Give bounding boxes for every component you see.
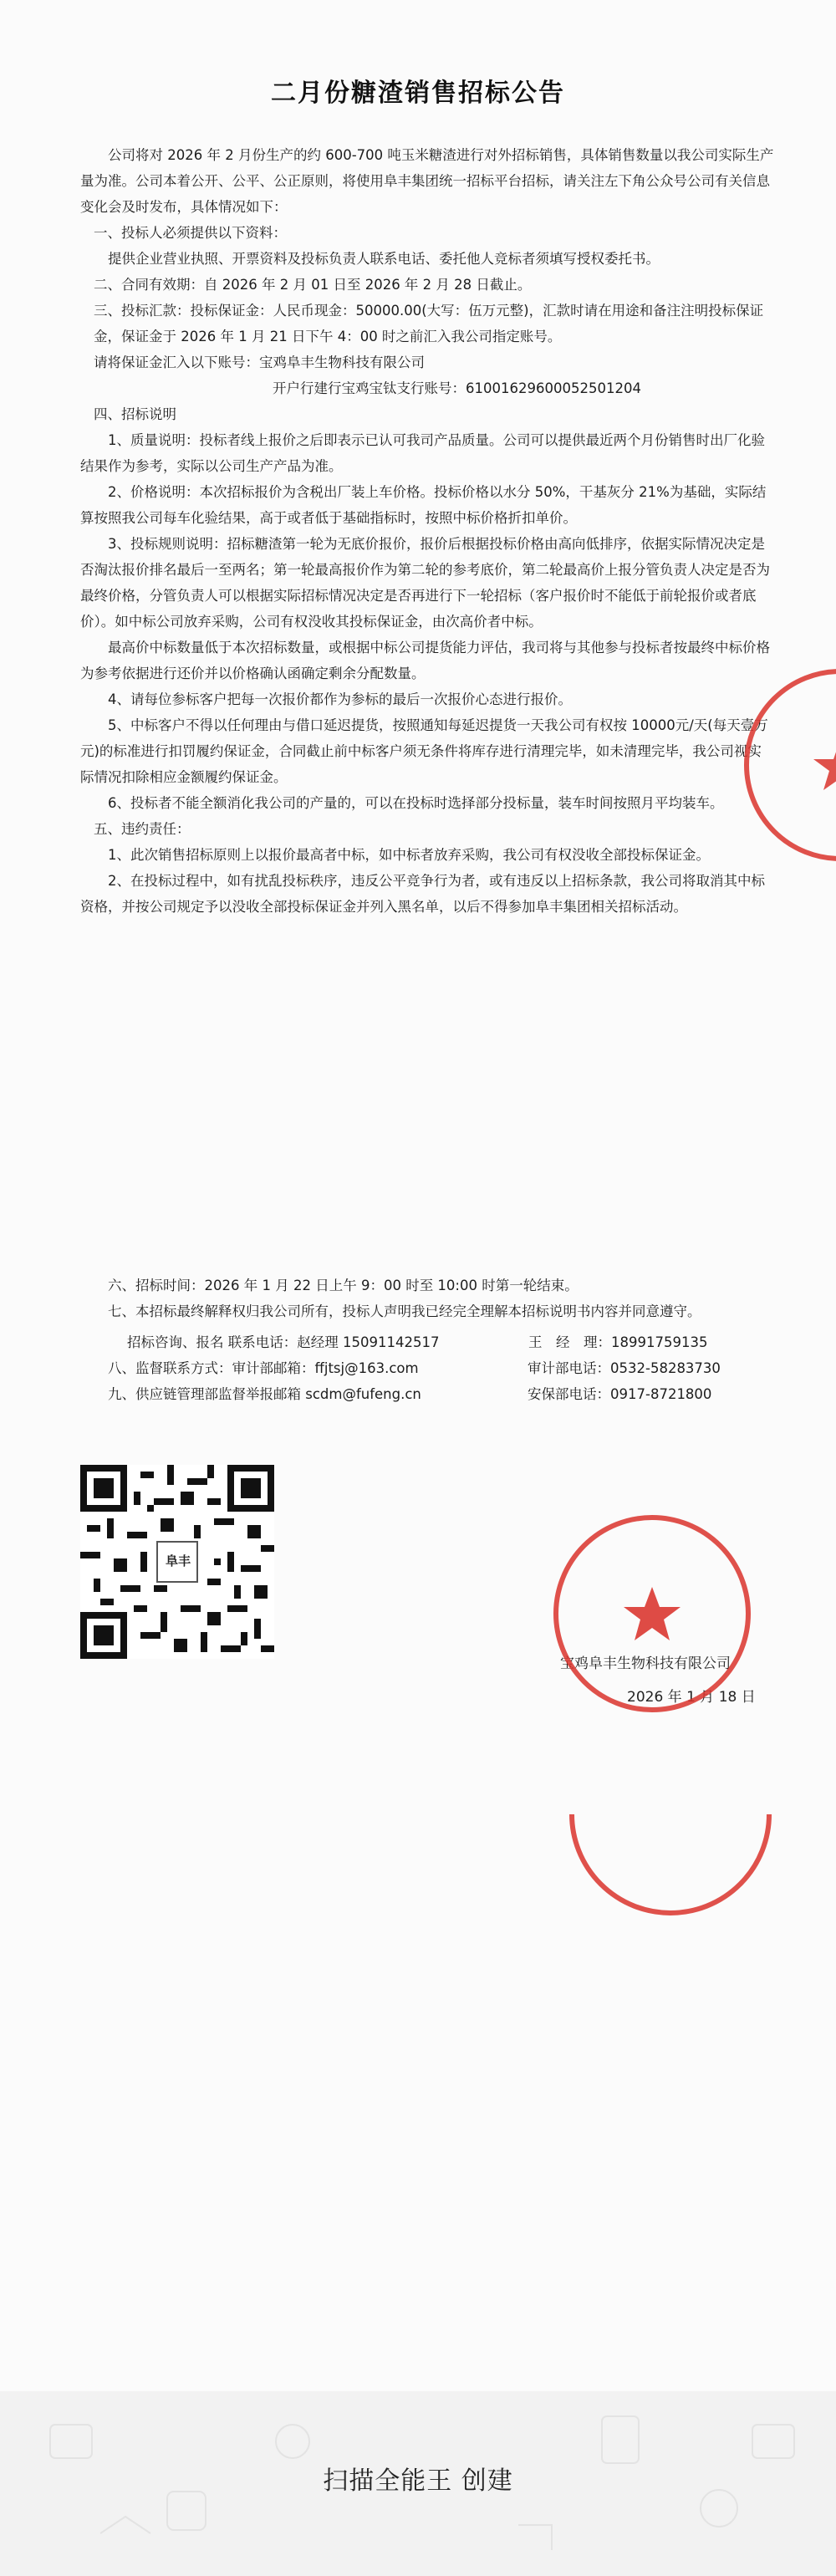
section1-heading: 一、投标人必须提供以下资料： (94, 225, 287, 241)
section7-text: 七、本招标最终解释权归我公司所有，投标人声明我已经完全理解本招标说明书内容并同意遵守。 (108, 1303, 701, 1319)
document-body (80, 142, 774, 920)
s4-item2: 2、价格说明：本次招标报价为含税出厂装上车价格。投标价格以水分 50%，干基灰分 21%为基础，实际结算按照我公司每车化验结果，高于或者低于基础指标时，按照中标价格折扣单价。 (80, 484, 767, 526)
contact-row-audit (80, 1355, 774, 1381)
document-title: 二月份糖渣销售招标公告 (271, 79, 565, 108)
supply-email: 九、供应链管理部监督举报邮箱 scdm@fufeng.cn (108, 1386, 421, 1402)
s4-item3b: 最高价中标数量低于本次招标数量，或根据中标公司提货能力评估，我司将与其他参与投标者按最终中标价格为参考依据进行还价并以价格确认函确定剩余分配数量。 (80, 640, 770, 681)
contact-bidding-wang: 王 经 理：18991759135 (528, 1334, 708, 1350)
s4-item3: 3、投标规则说明：招标糖渣第一轮为无底价报价，报价后根据投标价格由高向低排序，依据实际情况决定是否淘汰报价排名最后一至两名；第一轮最高报价作为第二轮的参考底价，第二轮最高价上报分管负责人决定是否为最终价格，分管负责人可以根据实际招标情况决定是否再进行下一轮招标（客户报价时不能低于前轮报价或者底价）。如中标公司放弃采购，公司有权没收其投标保证金，由次高价者中标。 (80, 536, 770, 630)
company-seal (543, 1505, 761, 1722)
section3-text: 三、投标汇款：投标保证金：人民币现金：50000.00(大写：伍万元整)，汇款时请在用途和备注注明投标保证金，保证金于 2026 年 1 月 21 日下午 4：00 时之前汇入我公司指定账号。 (94, 303, 764, 344)
s4-item1: 1、质量说明：投标者线上报价之后即表示已认可我司产品质量。公司可以提供最近两个月份销售时出厂化验结果作为参考，实际以公司生产产品为准。 (80, 432, 765, 474)
section5-heading: 五、违约责任： (94, 821, 191, 837)
s5-item1: 1、此次销售招标原则上以报价最高者中标，如中标者放弃采购，我公司有权没收全部投标保证金。 (108, 847, 710, 863)
section2-text: 二、合同有效期：自 2026 年 2 月 01 日至 2026 年 2 月 28 日截止。 (94, 277, 532, 293)
bank-account: 开户行建行宝鸡宝钛支行账号：61001629600052501204 (273, 380, 641, 396)
section4-heading: 四、招标说明 (94, 406, 176, 422)
section6-text: 六、招标时间：2026 年 1 月 22 日上午 9：00 时至 10:00 时第一轮结束。 (108, 1278, 579, 1293)
signature-date: 2026 年 1 月 18 日 (627, 1689, 756, 1706)
contact-row-supply (80, 1381, 774, 1407)
document-closing (80, 1273, 774, 1407)
contact-row-bidding (80, 1329, 774, 1355)
contact-bidding-zhao: 招标咨询、报名 联系电话：赵经理 15091142517 (127, 1334, 440, 1350)
footer-label: 扫描全能王 创建 (323, 2466, 513, 2496)
s4-item6: 6、投标者不能全额消化我公司的产量的，可以在投标时选择部分投标量，装车时间按照月平均装车。 (108, 795, 724, 811)
section1-text: 提供企业营业执照、开票资料及投标负责人联系电话、委托他人竞标者须填写授权委托书。 (108, 251, 660, 267)
bank-intro: 请将保证金汇入以下账号：宝鸡阜丰生物科技有限公司 (94, 355, 425, 370)
company-seal-partial (562, 1798, 779, 1923)
audit-email: 八、监督联系方式：审计部邮箱：ffjtsj@163.com (108, 1360, 419, 1376)
qr-logo-text: 阜丰 (165, 1553, 191, 1569)
security-phone: 安保部电话：0917-8721800 (528, 1386, 712, 1402)
s4-item5: 5、中标客户不得以任何理由与借口延迟提货，按照通知每延迟提货一天我公司有权按 10000元/天(每天壹万元)的标准进行扣罚履约保证金，合同截止前中标客户须无条件将库存进行清理完毕，如未清理完毕，我公司视实际情况扣除相应金额履约保证金。 (80, 717, 768, 785)
intro-paragraph: 公司将对 2026 年 2 月份生产的约 600-700 吨玉米糖渣进行对外招标销售，具体销售数量以我公司实际生产量为准。公司本着公开、公平、公正原则，将使用阜丰集团统一招标平台招标，请关注左下角公众号公司有关信息变化会及时发布，具体情况如下： (80, 147, 774, 215)
s5-item2: 2、在投标过程中，如有扰乱投标秩序，违反公平竞争行为者，或有违反以上招标条款，我公司将取消其中标资格，并按公司规定予以没收全部投标保证金并列入黑名单，以后不得参加阜丰集团相关招标活动。 (80, 873, 765, 915)
audit-phone: 审计部电话：0532-58283730 (528, 1360, 721, 1376)
s4-item4: 4、请每位参标客户把每一次报价都作为参标的最后一次报价心态进行报价。 (108, 691, 572, 707)
company-stamp-edge (736, 661, 836, 870)
signature-company: 宝鸡阜丰生物科技有限公司 (560, 1655, 731, 1672)
